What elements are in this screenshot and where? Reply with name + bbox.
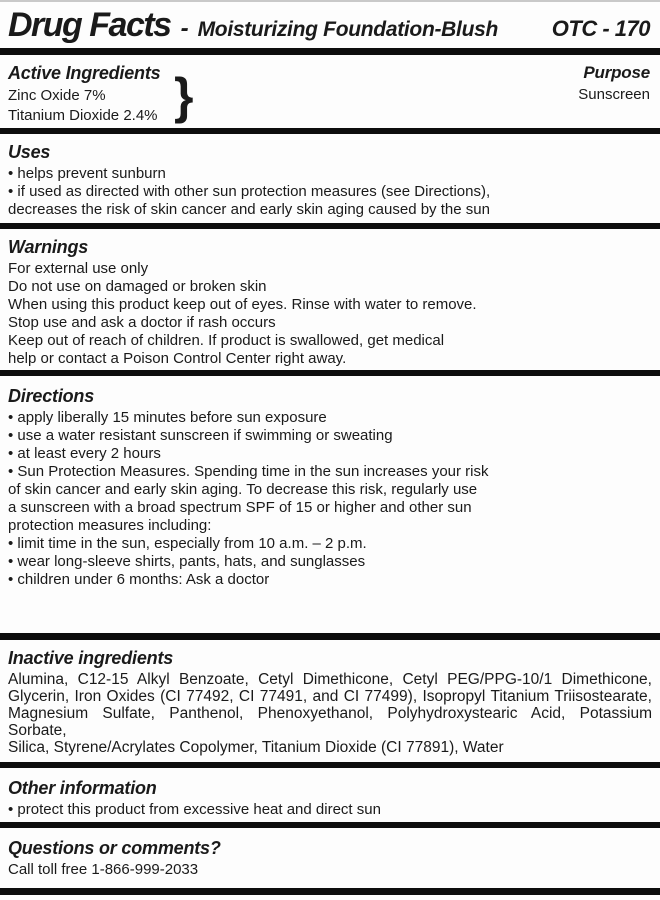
active-ingredient-item: Titanium Dioxide 2.4% — [8, 107, 158, 124]
otc-code: OTC - 170 — [551, 16, 650, 41]
other-information-line: • protect this product from excessive heat and direct sun — [8, 801, 381, 818]
active-ingredients-section — [0, 55, 660, 128]
inactive-ingredients-section — [0, 640, 660, 762]
header — [0, 2, 660, 48]
inactive-ingredients-line: Alumina, C12-15 Alkyl Benzoate, Cetyl Dimethicone, Cetyl PEG/PPG-10/1 Dimethicone, — [8, 671, 652, 688]
inactive-ingredients-line: Magnesium Sulfate, Panthenol, Phenoxyethanol, Polyhydroxystearic Acid, Potassium Sorbate, — [8, 705, 652, 739]
brace-glyph: } — [174, 68, 194, 124]
inactive-ingredients-line: Glycerin, Iron Oxides (CI 77492, CI 77491, and CI 77499), Isopropyl Titanium Triisostearate, — [8, 688, 652, 705]
section-divider — [0, 633, 660, 640]
uses-section — [0, 134, 660, 223]
questions-section — [0, 828, 660, 888]
purpose-heading: Purpose — [583, 63, 650, 82]
directions-line: • use a water resistant sunscreen if swimming or sweating — [8, 427, 393, 444]
purpose-value: Sunscreen — [578, 86, 650, 103]
uses-heading: Uses — [8, 142, 51, 162]
directions-line: • Sun Protection Measures. Spending time in the sun increases your risk — [8, 463, 489, 480]
directions-line: • limit time in the sun, especially from 10 a.m. – 2 p.m. — [8, 535, 367, 552]
warnings-heading: Warnings — [8, 237, 89, 257]
directions-line: protection measures including: — [8, 517, 212, 534]
product-name: Moisturizing Foundation-Blush — [197, 18, 499, 41]
directions-line: • at least every 2 hours — [8, 445, 161, 462]
uses-line: decreases the risk of skin cancer and early skin aging caused by the sun — [8, 201, 490, 218]
directions-line: • children under 6 months: Ask a doctor — [8, 571, 270, 588]
inactive-ingredients-heading: Inactive ingredients — [8, 648, 174, 668]
warnings-line: Keep out of reach of children. If product is swallowed, get medical — [8, 332, 445, 349]
page-title: Drug Facts — [8, 6, 171, 44]
directions-line: a sunscreen with a broad spectrum SPF of 15 or higher and other sun — [8, 499, 472, 516]
directions-heading: Directions — [8, 386, 95, 406]
questions-phone-line: Call toll free 1-866-999-2033 — [8, 861, 199, 878]
bottom-margin — [0, 895, 660, 900]
warnings-line: help or contact a Poison Control Center right away. — [8, 350, 347, 367]
warnings-line: Do not use on damaged or broken skin — [8, 278, 267, 295]
directions-section — [0, 376, 660, 633]
warnings-line: For external use only — [8, 260, 149, 277]
directions-line: • wear long-sleeve shirts, pants, hats, and sunglasses — [8, 553, 366, 570]
warnings-section — [0, 229, 660, 370]
warnings-line: Stop use and ask a doctor if rash occurs — [8, 314, 276, 331]
uses-line: • if used as directed with other sun protection measures (see Directions), — [8, 183, 491, 200]
active-ingredients-list — [8, 63, 160, 128]
purpose-block — [578, 63, 650, 128]
directions-line: of skin cancer and early skin aging. To decrease this risk, regularly use — [8, 481, 478, 498]
active-ingredient-item: Zinc Oxide 7% — [8, 87, 106, 104]
inactive-ingredients-line: Silica, Styrene/Acrylates Copolymer, Titanium Dioxide (CI 77891), Water — [8, 739, 504, 756]
directions-line: • apply liberally 15 minutes before sun exposure — [8, 409, 327, 426]
other-information-section — [0, 768, 660, 822]
warnings-line: When using this product keep out of eyes. Rinse with water to remove. — [8, 296, 477, 313]
questions-heading: Questions or comments? — [8, 838, 221, 858]
active-ingredients-heading: Active Ingredients — [8, 63, 161, 83]
uses-line: • helps prevent sunburn — [8, 165, 166, 182]
bottom-divider — [0, 888, 660, 895]
title-separator: - — [180, 15, 189, 42]
other-information-heading: Other information — [8, 778, 157, 798]
section-divider — [0, 48, 660, 55]
